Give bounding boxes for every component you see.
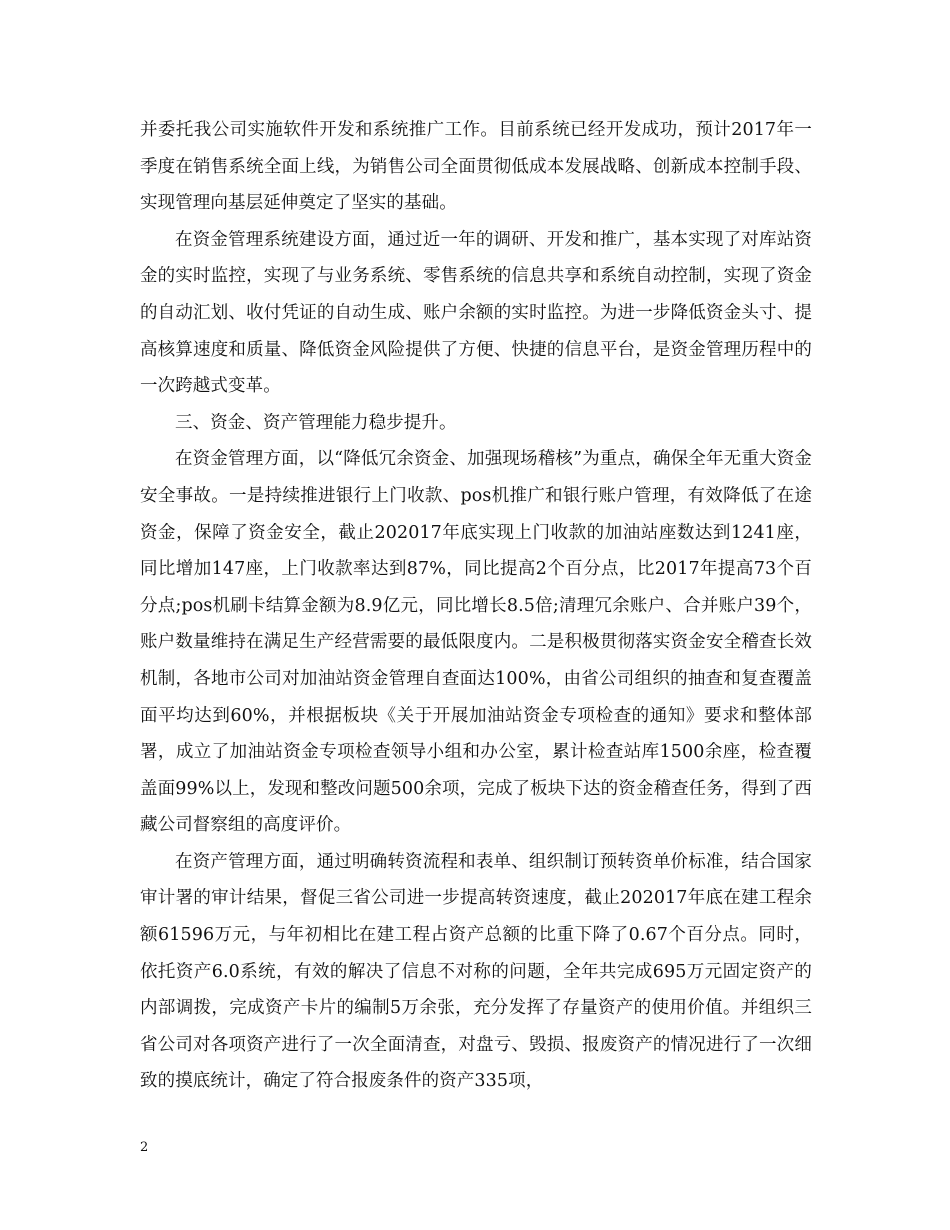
section-heading-three: 三、资金、资产管理能力稳步提升。: [175, 412, 457, 433]
paragraph-asset-management: 在资产管理方面，通过明确转资流程和表单、组织制订预转资单价标准，结合国家审计署的审计结果，督促三省公司进一步提高转资速度，截止202017年底在建工程余额61596万元，与年初相比在建工程占资产总额的比重下降了0.67个百分点。同时，依托资产6.0系统，有效的解决了信息不对称的问题，全年共完成695万元固定资产的内部调拨，完成资产卡片的编制5万余张，充分发挥了存量资产的使用价值。并组织三省公司对各项资产进行了一次全面清查，对盘亏、毁损、报废资产的情况进行了一次细致的摸底统计，确定了符合报废条件的资产335项，: [140, 851, 812, 1092]
paragraph-continuation: 并委托我公司实施软件开发和系统推广工作。目前系统已经开发成功，预计2017年一季度在销售系统全面上线，为销售公司全面贯彻低成本发展战略、创新成本控制手段、实现管理向基层延伸奠定了坚实的基础。: [140, 120, 812, 214]
paragraph-fund-system: 在资金管理系统建设方面，通过近一年的调研、开发和推广，基本实现了对库站资金的实时监控，实现了与业务系统、零售系统的信息共享和系统自动控制，实现了资金的自动汇划、收付凭证的自动生成、账户余额的实时监控。为进一步降低资金头寸、提高核算速度和质量、降低资金风险提供了方便、快捷的信息平台，是资金管理历程中的一次跨越式变革。: [140, 229, 812, 397]
page-number: 2: [140, 1140, 149, 1155]
paragraph-fund-management: 在资金管理方面，以“降低冗余资金、加强现场稽核”为重点，确保全年无重大资金安全事故。一是持续推进银行上门收款、pos机推广和银行账户管理，有效降低了在途资金，保障了资金安全，截止202017年底实现上门收款的加油站座数达到1241座，同比增加147座，上门收款率达到87%，同比提高2个百分点，比2017年提高73个百分点;pos机刷卡结算金额为8.9亿元，同比增长8.5倍;清理冗余账户、合并账户39个，账户数量维持在满足生产经营需要的最低限度内。二是积极贯彻落实资金安全稽查长效机制，各地市公司对加油站资金管理自查面达100%，由省公司组织的抽查和复查覆盖面平均达到60%，并根据板块《关于开展加油站资金专项检查的通知》要求和整体部署，成立了加油站资金专项检查领导小组和办公室，累计检查站库1500余座，检查覆盖面99%以上，发现和整改问题500余项，完成了板块下达的资金稽查任务，得到了西藏公司督察组的高度评价。: [140, 449, 812, 836]
document-body: [140, 112, 812, 1100]
